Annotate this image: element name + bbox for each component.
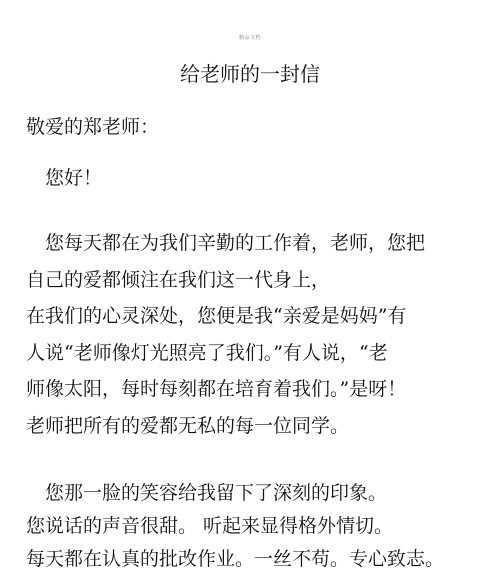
paragraph-line: 在我们的心灵深处，您便是我“亲爱是妈妈”有: [26, 305, 407, 327]
paragraph-line: 每天都在认真的批改作业。一丝不苟。专心致志。: [26, 548, 445, 570]
letter-paragraph-2: [26, 477, 486, 576]
letter-paragraph-1: [26, 225, 486, 444]
paragraph-line: 人说“老师像灯光照亮了我们。”有人说，“老: [26, 341, 388, 364]
paragraph-line: 您每天都在为我们辛勤的工作着，老师，您把: [45, 232, 426, 254]
paragraph-line: 师像太阳，每时每刻都在培育着我们。”是呀！: [26, 378, 407, 400]
paragraph-line: 您那一脸的笑容给我留下了深刻的印象。: [45, 482, 388, 504]
letter-greeting: 您好！: [45, 167, 103, 189]
header-watermark-text: 精品文档: [238, 35, 261, 41]
letter-salutation: 敬爱的郑老师：: [26, 116, 160, 138]
letter-title: 给老师的一封信: [180, 62, 320, 86]
paragraph-line: 老师把所有的爱都无私的每一位同学。: [26, 414, 350, 437]
paragraph-line: 自己的爱都倾注在我们这一代身上，: [26, 268, 331, 291]
paragraph-line: 您说话的声音很甜。 听起来显得格外情切。: [26, 515, 394, 537]
